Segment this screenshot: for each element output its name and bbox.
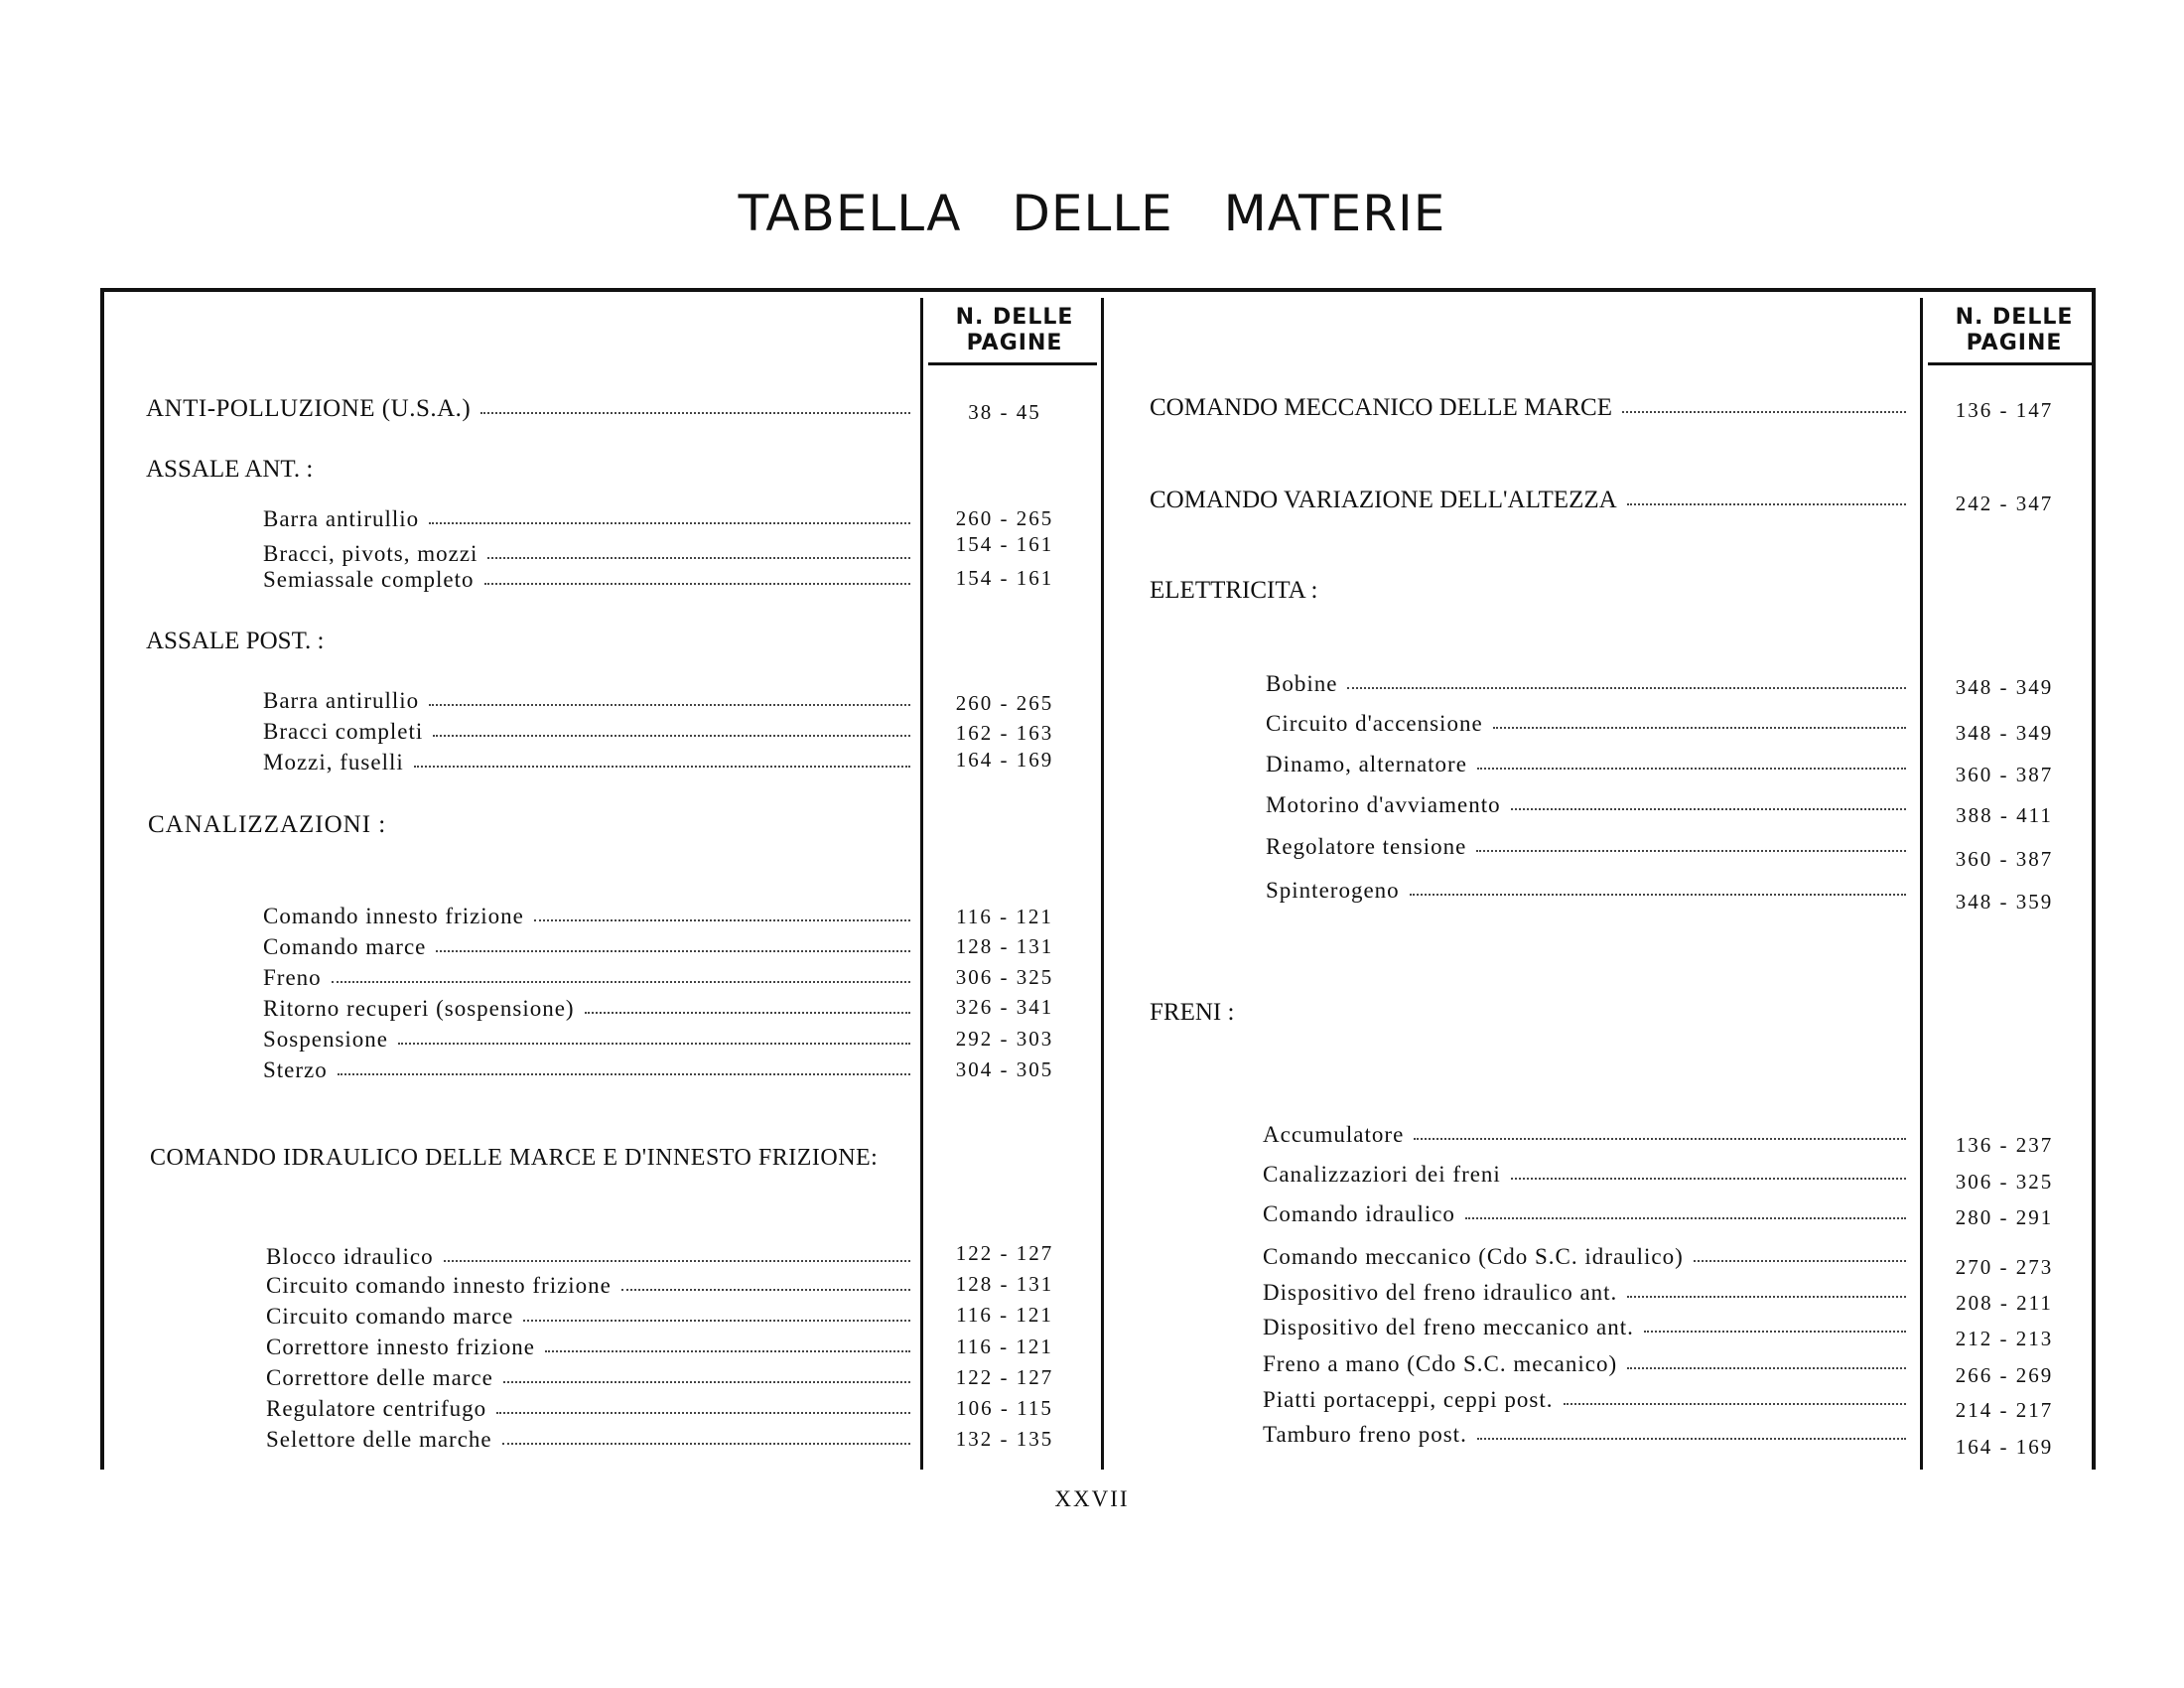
toc-section: COMANDO MECCANICO DELLE MARCE xyxy=(1150,394,1906,422)
toc-page-range: 122 - 127 xyxy=(955,1241,1054,1265)
toc-page-range: 164 - 169 xyxy=(955,748,1054,772)
toc-section: COMANDO VARIAZIONE DELL'ALTEZZA xyxy=(1150,487,1906,514)
toc-entry: Freno xyxy=(263,965,910,991)
toc-entry: Tamburo freno post. xyxy=(1263,1422,1906,1448)
toc-page-range: 116 - 121 xyxy=(956,1335,1053,1358)
toc-page-range: 348 - 349 xyxy=(1955,675,2054,699)
toc-page-range: 164 - 169 xyxy=(1955,1435,2054,1459)
toc-entry: Correttore delle marce xyxy=(266,1365,910,1391)
toc-page-range: 242 - 347 xyxy=(1955,492,2054,515)
toc-page-range: 106 - 115 xyxy=(956,1396,1053,1420)
toc-entry: Piatti portaceppi, ceppi post. xyxy=(1263,1387,1906,1413)
toc-page-range: 136 - 147 xyxy=(1955,398,2054,422)
toc-entry: Selettore delle marche xyxy=(266,1427,910,1453)
toc-section: ANTI-POLLUZIONE (U.S.A.) xyxy=(146,395,910,423)
page-title: TABELLA DELLE MATERIE xyxy=(738,185,1446,242)
toc-page-range: 128 - 131 xyxy=(955,1272,1054,1296)
toc-entry: Ritorno recuperi (sospensione) xyxy=(263,996,910,1022)
toc-page-range: 280 - 291 xyxy=(1955,1205,2054,1229)
toc-page-range: 116 - 121 xyxy=(956,1303,1053,1327)
toc-section: ASSALE ANT. : xyxy=(146,456,314,483)
toc-entry: Circuito d'accensione xyxy=(1266,711,1906,737)
toc-entry: Sospensione xyxy=(263,1027,910,1053)
toc-page-range: 360 - 387 xyxy=(1955,763,2054,786)
toc-page-range: 116 - 121 xyxy=(956,905,1053,928)
toc-entry: Comando idraulico xyxy=(1263,1201,1906,1227)
toc-page-range: 292 - 303 xyxy=(955,1027,1054,1051)
toc-entry: Circuito comando marce xyxy=(266,1304,910,1330)
toc-page-range: 136 - 237 xyxy=(1955,1133,2054,1157)
toc-page-range: 306 - 325 xyxy=(1955,1170,2054,1194)
toc-entry: Bobine xyxy=(1266,671,1906,697)
toc-page-range: 162 - 163 xyxy=(955,721,1054,745)
toc-page-range: 266 - 269 xyxy=(1955,1363,2054,1387)
toc-entry: Comando innesto frizione xyxy=(263,904,910,929)
toc-entry: Dinamo, alternatore xyxy=(1266,752,1906,777)
toc-page-range: 260 - 265 xyxy=(955,506,1054,530)
toc-entry: Dispositivo del freno idraulico ant. xyxy=(1263,1280,1906,1306)
toc-page-range: 388 - 411 xyxy=(1956,803,2053,827)
toc-entry: Blocco idraulico xyxy=(266,1244,910,1270)
toc-entry: Bracci, pivots, mozzi xyxy=(263,541,910,567)
toc-page-range: 128 - 131 xyxy=(955,934,1054,958)
toc-page-range: 348 - 349 xyxy=(1955,721,2054,745)
toc-entry: Spinterogeno xyxy=(1266,878,1906,904)
toc-page-range: 38 - 45 xyxy=(968,400,1041,424)
toc-page-range: 326 - 341 xyxy=(955,995,1054,1019)
toc-section: FRENI : xyxy=(1150,999,1235,1026)
toc-section: CANALIZZAZIONI : xyxy=(148,811,387,838)
toc-entry: Accumulatore xyxy=(1263,1122,1906,1148)
right-header-rule xyxy=(1928,362,2095,365)
toc-entry: Regolatore tensione xyxy=(1266,834,1906,860)
toc-entry: Motorino d'avviamento xyxy=(1266,792,1906,818)
toc-entry: Dispositivo del freno meccanico ant. xyxy=(1263,1315,1906,1340)
toc-entry: Sterzo xyxy=(263,1057,910,1083)
left-column-right-border xyxy=(1101,298,1104,1470)
toc-page-range: 154 - 161 xyxy=(955,566,1054,590)
toc-page-range: 132 - 135 xyxy=(955,1427,1054,1451)
toc-entry: Correttore innesto frizione xyxy=(266,1335,910,1360)
toc-page-range: 214 - 217 xyxy=(1955,1398,2054,1422)
toc-page-range: 154 - 161 xyxy=(955,532,1054,556)
toc-page-range: 304 - 305 xyxy=(955,1057,1054,1081)
toc-section: ELETTRICITA : xyxy=(1150,577,1318,604)
toc-entry: Comando meccanico (Cdo S.C. idraulico) xyxy=(1263,1244,1906,1270)
left-header-rule xyxy=(928,362,1097,365)
toc-page-range: 360 - 387 xyxy=(1955,847,2054,871)
toc-entry: Barra antirullio xyxy=(263,506,910,532)
right-pages-column-header: N. DELLE PAGINE xyxy=(1955,305,2074,355)
toc-page-range: 270 - 273 xyxy=(1955,1255,2054,1279)
toc-entry: Barra antirullio xyxy=(263,688,910,714)
page-number: XXVII xyxy=(1054,1486,1130,1511)
toc-entry: Canalizzaziori dei freni xyxy=(1263,1162,1906,1188)
toc-section: ASSALE POST. : xyxy=(146,628,325,654)
left-pages-column-header: N. DELLE PAGINE xyxy=(955,305,1074,355)
toc-page-range: 208 - 211 xyxy=(1956,1291,2053,1315)
toc-entry: Freno a mano (Cdo S.C. mecanico) xyxy=(1263,1351,1906,1377)
toc-entry: Semiassale completo xyxy=(263,567,910,593)
toc-entry: Circuito comando innesto frizione xyxy=(266,1273,910,1299)
toc-entry: Regulatore centrifugo xyxy=(266,1396,910,1422)
toc-page-range: 306 - 325 xyxy=(955,965,1054,989)
toc-page-range: 260 - 265 xyxy=(955,691,1054,715)
toc-page-range: 212 - 213 xyxy=(1955,1327,2054,1350)
toc-page-range: 122 - 127 xyxy=(955,1365,1054,1389)
toc-entry: Comando marce xyxy=(263,934,910,960)
toc-page-range: 348 - 359 xyxy=(1955,890,2054,914)
toc-entry: Bracci completi xyxy=(263,719,910,745)
toc-entry: Mozzi, fuselli xyxy=(263,750,910,775)
toc-section: COMANDO IDRAULICO DELLE MARCE E D'INNESTO FRIZIONE: xyxy=(150,1145,879,1171)
